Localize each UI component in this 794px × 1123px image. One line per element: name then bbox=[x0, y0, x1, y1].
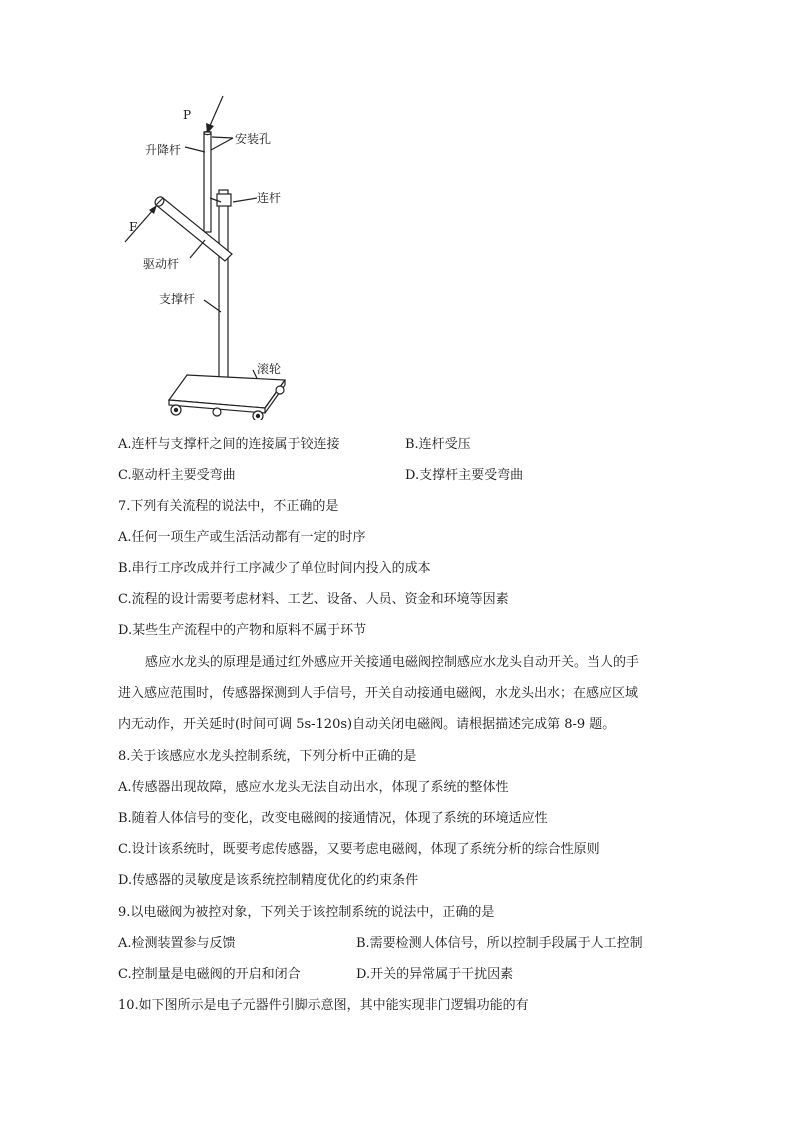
passage-line-3: 内无动作，开关延时(时间可调 5s-120s)自动关闭电磁阀。请根据描述完成第 8-9 题。 bbox=[118, 717, 616, 732]
passage-line-2: 进入感应范围时，传感器探测到人手信号，开关自动接通电磁阀，水龙头出水；在感应区域 bbox=[118, 686, 639, 701]
q8-option-b: B.随着人体信号的变化，改变电磁阀的接通情况，体现了系统的环境适应性 bbox=[118, 811, 548, 826]
label-f: F bbox=[129, 220, 138, 234]
q8-option-c: C.设计该系统时，既要考虑传感器，又要考虑电磁阀，体现了系统分析的综合性原则 bbox=[118, 842, 600, 857]
q9-option-b: B.需要检测人体信号，所以控制手段属于人工控制 bbox=[356, 936, 643, 951]
label-link-rod: 连杆 bbox=[257, 191, 282, 205]
q10-stem: 10.如下图所示是电子元器件引脚示意图，其中能实现非门逻辑功能的有 bbox=[118, 998, 529, 1013]
q8-option-a: A.传感器出现故障，感应水龙头无法自动出水，体现了系统的整体性 bbox=[118, 780, 509, 795]
q9-option-c: C.控制量是电磁阀的开启和闭合 bbox=[118, 967, 301, 982]
passage-line-1: 感应水龙头的原理是通过红外感应开关接通电磁阀控制感应水龙头自动开关。当人的手 bbox=[145, 655, 640, 670]
q8-option-d: D.传感器的灵敏度是该系统控制精度优化的约束条件 bbox=[118, 873, 419, 888]
label-drive-rod: 驱动杆 bbox=[143, 257, 180, 271]
q7-option-b: B.串行工序改成并行工序减少了单位时间内投入的成本 bbox=[118, 561, 431, 576]
stand-figure bbox=[115, 90, 295, 420]
q7-option-a: A.任何一项生产或生活活动都有一定的时序 bbox=[118, 530, 366, 545]
q9-option-d: D.开关的异常属于干扰因素 bbox=[356, 967, 514, 982]
q6-option-c: C.驱动杆主要受弯曲 bbox=[118, 468, 236, 483]
label-p: P bbox=[183, 108, 192, 122]
q6-option-a: A.连杆与支撑杆之间的连接属于铰连接 bbox=[118, 437, 340, 452]
q9-stem: 9.以电磁阀为被控对象，下列关于该控制系统的说法中，正确的是 bbox=[118, 905, 495, 920]
label-roller: 滚轮 bbox=[257, 362, 282, 376]
label-lift-rod: 升降杆 bbox=[145, 143, 182, 157]
q6-option-d: D.支撑杆主要受弯曲 bbox=[405, 468, 524, 483]
label-mount-hole: 安装孔 bbox=[235, 132, 272, 146]
q7-option-d: D.某些生产流程中的产物和原料不属于环节 bbox=[118, 623, 367, 638]
label-support-rod: 支撑杆 bbox=[159, 292, 196, 306]
q7-stem: 7.下列有关流程的说法中，不正确的是 bbox=[118, 499, 339, 514]
q7-option-c: C.流程的设计需要考虑材料、工艺、设备、人员、资金和环境等因素 bbox=[118, 592, 509, 607]
q6-option-b: B.连杆受压 bbox=[405, 437, 471, 452]
q8-stem: 8.关于该感应水龙头控制系统，下列分析中正确的是 bbox=[118, 749, 417, 764]
q9-option-a: A.检测装置参与反馈 bbox=[118, 936, 236, 951]
